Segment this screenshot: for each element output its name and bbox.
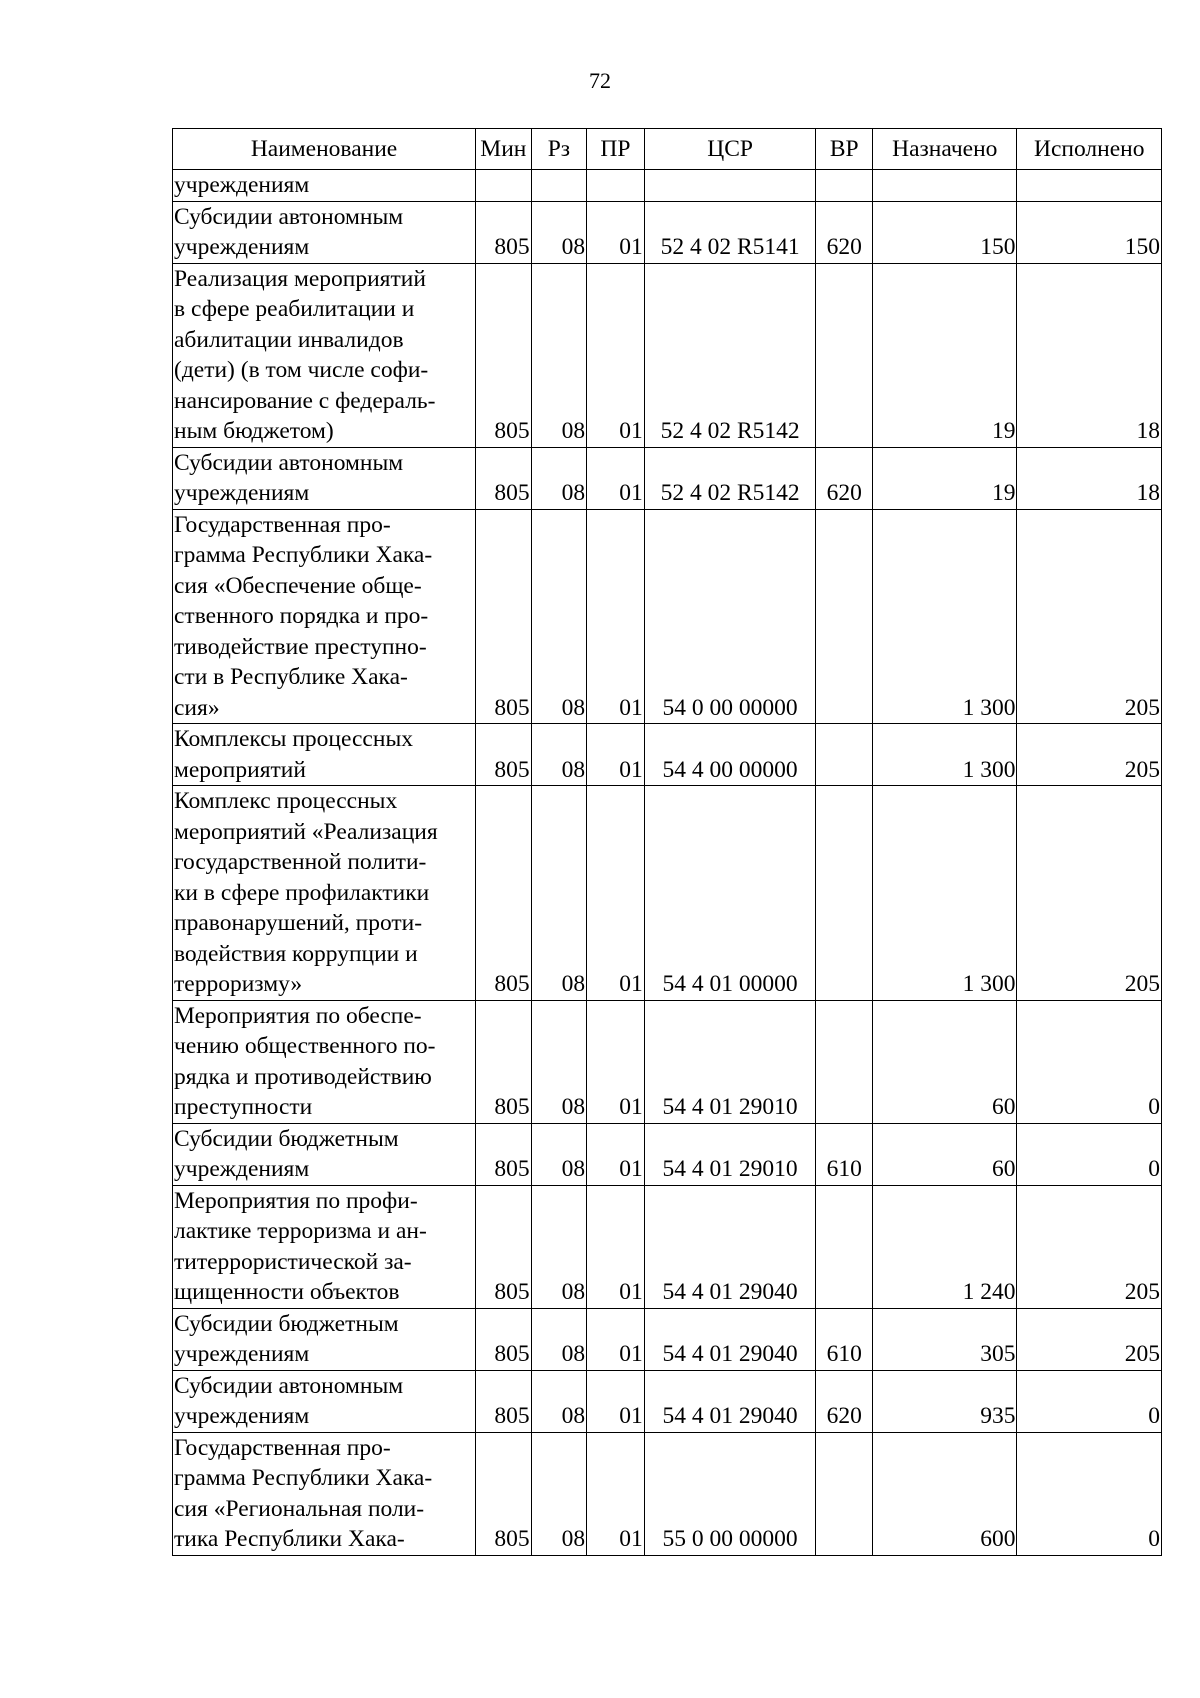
cell-rz: 08: [531, 1123, 587, 1185]
cell-rz: 08: [531, 447, 587, 509]
cell-name: [173, 1185, 476, 1308]
cell-name-line: учреждениям: [174, 1341, 310, 1367]
cell-executed: 0: [1017, 1123, 1162, 1185]
cell-executed: 0: [1017, 1000, 1162, 1123]
cell-vr: [816, 1432, 873, 1555]
cell-min: 805: [476, 1308, 532, 1370]
table-row: [173, 786, 1162, 1001]
cell-name-line: титеррористической за-: [174, 1248, 412, 1275]
table-body: [173, 170, 1162, 1556]
cell-assigned: 1 300: [873, 509, 1017, 724]
cell-rz: 08: [531, 786, 587, 1001]
cell-name: [173, 447, 476, 509]
cell-min: 805: [476, 509, 532, 724]
cell-vr: 620: [816, 1370, 873, 1432]
cell-name-line: сия»: [174, 694, 220, 721]
cell-name-line: мероприятий: [174, 756, 306, 783]
cell-executed: 150: [1017, 201, 1162, 263]
cell-min: 805: [476, 447, 532, 509]
cell-csr: 54 4 01 29010: [644, 1000, 816, 1123]
cell-pr: 01: [587, 724, 645, 786]
cell-name: [173, 170, 476, 202]
cell-vr: [816, 1000, 873, 1123]
cell-assigned: 60: [873, 1000, 1017, 1123]
cell-name-line: Государственная про-: [174, 511, 391, 538]
cell-name-line: Реализация мероприятий: [174, 265, 426, 292]
table-row: [173, 1370, 1162, 1432]
cell-name: [173, 1370, 476, 1432]
cell-csr: 54 4 01 29040: [644, 1185, 816, 1308]
cell-name: [173, 1432, 476, 1555]
cell-name-line: Субсидии автономным: [174, 449, 404, 476]
cell-assigned: 1 300: [873, 786, 1017, 1001]
header-vr: ВР: [816, 129, 873, 170]
cell-name-line: учреждениям: [174, 234, 310, 260]
cell-assigned: 19: [873, 447, 1017, 509]
header-pr: ПР: [587, 129, 645, 170]
table-row: [173, 1185, 1162, 1308]
cell-csr: 54 4 01 29040: [644, 1308, 816, 1370]
cell-name-line: в сфере реабилитации и: [174, 296, 415, 322]
cell-csr: 54 4 00 00000: [644, 724, 816, 786]
cell-assigned: 60: [873, 1123, 1017, 1185]
cell-name-line: ственного порядка и про-: [174, 603, 429, 629]
cell-name-line: терроризму»: [174, 971, 303, 997]
cell-name-line: Мероприятия по профи-: [174, 1187, 418, 1214]
cell-min: 805: [476, 1185, 532, 1308]
cell-csr: 54 4 01 29040: [644, 1370, 816, 1432]
cell-name-line: ным бюджетом): [174, 418, 334, 444]
cell-min: 805: [476, 786, 532, 1001]
cell-name-line: Комплекс процессных: [174, 788, 398, 814]
cell-csr: 52 4 02 R5142: [644, 263, 816, 447]
cell-rz: 08: [531, 263, 587, 447]
cell-vr: [816, 1185, 873, 1308]
cell-name-line: преступности: [174, 1094, 313, 1120]
cell-name-line: грамма Республики Хака-: [174, 542, 433, 568]
cell-csr: 54 4 01 29010: [644, 1123, 816, 1185]
table-row: [173, 1308, 1162, 1370]
cell-name-line: учреждениям: [174, 480, 310, 506]
cell-name-line: тика Республики Хака-: [174, 1526, 405, 1552]
cell-name-line: (дети) (в том числе софи-: [174, 357, 429, 383]
table-row: [173, 1123, 1162, 1185]
cell-rz: 08: [531, 1308, 587, 1370]
cell-rz: 08: [531, 1432, 587, 1555]
header-rz: Рз: [531, 129, 587, 170]
cell-min: 805: [476, 1432, 532, 1555]
cell-vr: 610: [816, 1123, 873, 1185]
cell-assigned: 150: [873, 201, 1017, 263]
cell-name: [173, 1000, 476, 1123]
cell-csr: 52 4 02 R5142: [644, 447, 816, 509]
cell-pr: [587, 170, 645, 202]
cell-name: [173, 263, 476, 447]
cell-pr: 01: [587, 1308, 645, 1370]
cell-name-line: государственной полити-: [174, 849, 427, 875]
cell-executed: 205: [1017, 786, 1162, 1001]
cell-vr: [816, 509, 873, 724]
cell-rz: 08: [531, 724, 587, 786]
cell-name: [173, 1123, 476, 1185]
cell-vr: 610: [816, 1308, 873, 1370]
cell-name: [173, 786, 476, 1001]
table-row: [173, 201, 1162, 263]
cell-executed: 205: [1017, 509, 1162, 724]
cell-pr: 01: [587, 1000, 645, 1123]
cell-executed: 18: [1017, 263, 1162, 447]
cell-name: [173, 509, 476, 724]
cell-name: [173, 1308, 476, 1370]
table-row: [173, 724, 1162, 786]
table-row: [173, 1432, 1162, 1555]
cell-vr: [816, 724, 873, 786]
cell-name-line: правонарушений, проти-: [174, 910, 423, 936]
cell-name-line: учреждениям: [174, 172, 310, 198]
cell-vr: 620: [816, 447, 873, 509]
cell-assigned: 600: [873, 1432, 1017, 1555]
cell-name-line: нансирование с федераль-: [174, 387, 436, 414]
header-min: Мин: [476, 129, 532, 170]
cell-assigned: 1 240: [873, 1185, 1017, 1308]
cell-csr: 54 4 01 00000: [644, 786, 816, 1001]
cell-min: 805: [476, 1123, 532, 1185]
cell-name-line: мероприятий «Реализация: [174, 818, 438, 845]
cell-assigned: 305: [873, 1308, 1017, 1370]
cell-name-line: сия «Региональная поли-: [174, 1495, 425, 1522]
cell-name-line: Субсидии автономным: [174, 1372, 404, 1399]
cell-executed: 205: [1017, 1308, 1162, 1370]
cell-pr: 01: [587, 1123, 645, 1185]
cell-vr: [816, 170, 873, 202]
cell-name-line: абилитации инвалидов: [174, 326, 404, 353]
cell-name-line: щищенности объектов: [174, 1279, 400, 1305]
cell-name-line: Субсидии бюджетным: [174, 1125, 399, 1152]
header-csr: ЦСР: [644, 129, 816, 170]
table-row: [173, 1000, 1162, 1123]
cell-csr: 55 0 00 00000: [644, 1432, 816, 1555]
cell-name: [173, 201, 476, 263]
cell-assigned: 1 300: [873, 724, 1017, 786]
cell-min: 805: [476, 1370, 532, 1432]
cell-min: [476, 170, 532, 202]
cell-pr: 01: [587, 447, 645, 509]
cell-executed: [1017, 170, 1162, 202]
cell-assigned: 19: [873, 263, 1017, 447]
table-row: [173, 170, 1162, 202]
cell-name-line: сия «Обеспечение обще-: [174, 572, 422, 599]
page-number: 72: [589, 68, 611, 93]
cell-name-line: рядка и противодействию: [174, 1063, 432, 1090]
cell-name-line: водействия коррупции и: [174, 940, 418, 967]
cell-executed: 205: [1017, 1185, 1162, 1308]
table-row: [173, 447, 1162, 509]
cell-rz: 08: [531, 201, 587, 263]
cell-pr: 01: [587, 1432, 645, 1555]
cell-vr: [816, 263, 873, 447]
cell-name-line: тиводействие преступно-: [174, 633, 427, 660]
cell-rz: 08: [531, 1000, 587, 1123]
cell-name-line: ки в сфере профилактики: [174, 879, 430, 906]
cell-executed: 0: [1017, 1432, 1162, 1555]
cell-name: [173, 724, 476, 786]
header-assigned: Назначено: [873, 129, 1017, 170]
cell-pr: 01: [587, 1370, 645, 1432]
cell-min: 805: [476, 1000, 532, 1123]
table-row: [173, 509, 1162, 724]
cell-min: 805: [476, 263, 532, 447]
cell-min: 805: [476, 201, 532, 263]
cell-csr: 54 0 00 00000: [644, 509, 816, 724]
cell-pr: 01: [587, 263, 645, 447]
cell-executed: 0: [1017, 1370, 1162, 1432]
cell-name-line: учреждениям: [174, 1156, 310, 1182]
cell-pr: 01: [587, 509, 645, 724]
cell-name-line: учреждениям: [174, 1403, 310, 1429]
cell-csr: [644, 170, 816, 202]
cell-executed: 205: [1017, 724, 1162, 786]
cell-assigned: [873, 170, 1017, 202]
table-row: [173, 263, 1162, 447]
cell-name-line: лактике терроризма и ан-: [174, 1218, 427, 1244]
cell-name-line: Комплексы процессных: [174, 726, 413, 752]
cell-csr: 52 4 02 R5141: [644, 201, 816, 263]
cell-pr: 01: [587, 1185, 645, 1308]
cell-vr: 620: [816, 201, 873, 263]
cell-rz: 08: [531, 1185, 587, 1308]
header-name: Наименование: [173, 129, 476, 170]
cell-name-line: Субсидии бюджетным: [174, 1310, 399, 1337]
cell-pr: 01: [587, 201, 645, 263]
cell-name-line: грамма Республики Хака-: [174, 1465, 433, 1491]
cell-min: 805: [476, 724, 532, 786]
table-header-row: [173, 129, 1162, 170]
cell-name-line: Субсидии автономным: [174, 203, 404, 230]
cell-name-line: Мероприятия по обеспе-: [174, 1002, 422, 1029]
cell-name-line: сти в Республике Хака-: [174, 664, 408, 690]
cell-executed: 18: [1017, 447, 1162, 509]
cell-assigned: 935: [873, 1370, 1017, 1432]
cell-rz: [531, 170, 587, 202]
cell-pr: 01: [587, 786, 645, 1001]
cell-name-line: Государственная про-: [174, 1434, 391, 1461]
cell-rz: 08: [531, 509, 587, 724]
cell-name-line: чению общественного по-: [174, 1033, 436, 1059]
cell-vr: [816, 786, 873, 1001]
cell-rz: 08: [531, 1370, 587, 1432]
budget-table: [172, 128, 1162, 1556]
header-executed: Исполнено: [1017, 129, 1162, 170]
